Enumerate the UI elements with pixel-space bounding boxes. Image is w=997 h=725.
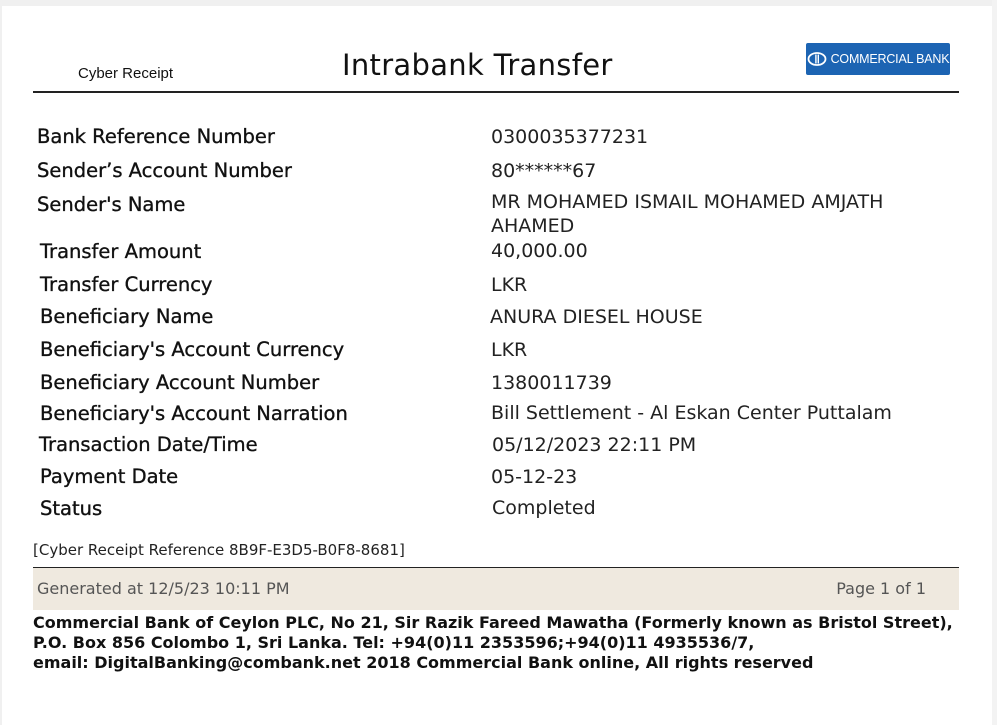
value-sender-name: MR MOHAMED ISMAIL MOHAMED AMJATH: [491, 191, 884, 213]
value-transfer-amount: 40,000.00: [491, 240, 588, 262]
page-title: Intrabank Transfer: [342, 48, 613, 82]
value-sender-account: 80******67: [491, 160, 597, 182]
bank-logo-text: COMMERCIAL BANK: [830, 52, 950, 66]
page-number: Page 1 of 1: [836, 579, 926, 598]
value-status: Completed: [492, 497, 596, 519]
label-payment-date: Payment Date: [40, 465, 179, 488]
label-transaction-datetime: Transaction Date/Time: [39, 433, 258, 456]
label-transfer-currency: Transfer Currency: [40, 273, 213, 296]
address-line: email: DigitalBanking@combank.net 2018 Commercial Bank online, All rights reserved: [33, 653, 814, 672]
value-sender-name-line2: AHAMED: [491, 215, 575, 237]
bank-address: [33, 613, 953, 673]
address-line: Commercial Bank of Ceylon PLC, No 21, Sir Razik Fareed Mawatha (Formerly known as Bristol Street),: [33, 613, 953, 632]
value-bank-reference: 0300035377231: [491, 126, 649, 148]
generated-timestamp: Generated at 12/5/23 10:11 PM: [37, 579, 290, 598]
value-payment-date: 05-12-23: [491, 466, 578, 488]
label-sender-account: Sender’s Account Number: [37, 159, 292, 182]
bank-logo-icon: [807, 52, 827, 66]
label-status: Status: [40, 497, 103, 520]
value-transfer-currency: LKR: [491, 274, 528, 296]
label-beneficiary-account: Beneficiary Account Number: [40, 371, 320, 394]
label-beneficiary-narration: Beneficiary's Account Narration: [40, 402, 348, 425]
label-transfer-amount: Transfer Amount: [40, 240, 202, 263]
page-edge: [992, 0, 997, 725]
value-beneficiary-name: ANURA DIESEL HOUSE: [490, 306, 703, 328]
label-beneficiary-currency: Beneficiary's Account Currency: [40, 338, 345, 361]
value-transaction-datetime: 05/12/2023 22:11 PM: [492, 434, 697, 456]
value-beneficiary-currency: LKR: [491, 339, 528, 361]
label-beneficiary-name: Beneficiary Name: [40, 305, 214, 328]
cyber-receipt-reference: [Cyber Receipt Reference 8B9F-E3D5-B0F8-8681]: [33, 541, 405, 559]
label-sender-name: Sender's Name: [37, 193, 186, 216]
header-divider: [33, 91, 959, 93]
footer-bar: [33, 567, 959, 610]
label-bank-reference: Bank Reference Number: [37, 125, 275, 148]
bank-logo: [806, 43, 950, 75]
address-line: P.O. Box 856 Colombo 1, Sri Lanka. Tel: +94(0)11 2353596;+94(0)11 4935536/7,: [33, 633, 755, 652]
value-beneficiary-account: 1380011739: [491, 372, 612, 394]
receipt-type-label: Cyber Receipt: [78, 65, 174, 82]
value-beneficiary-narration: Bill Settlement - Al Eskan Center Puttalam: [491, 402, 892, 424]
